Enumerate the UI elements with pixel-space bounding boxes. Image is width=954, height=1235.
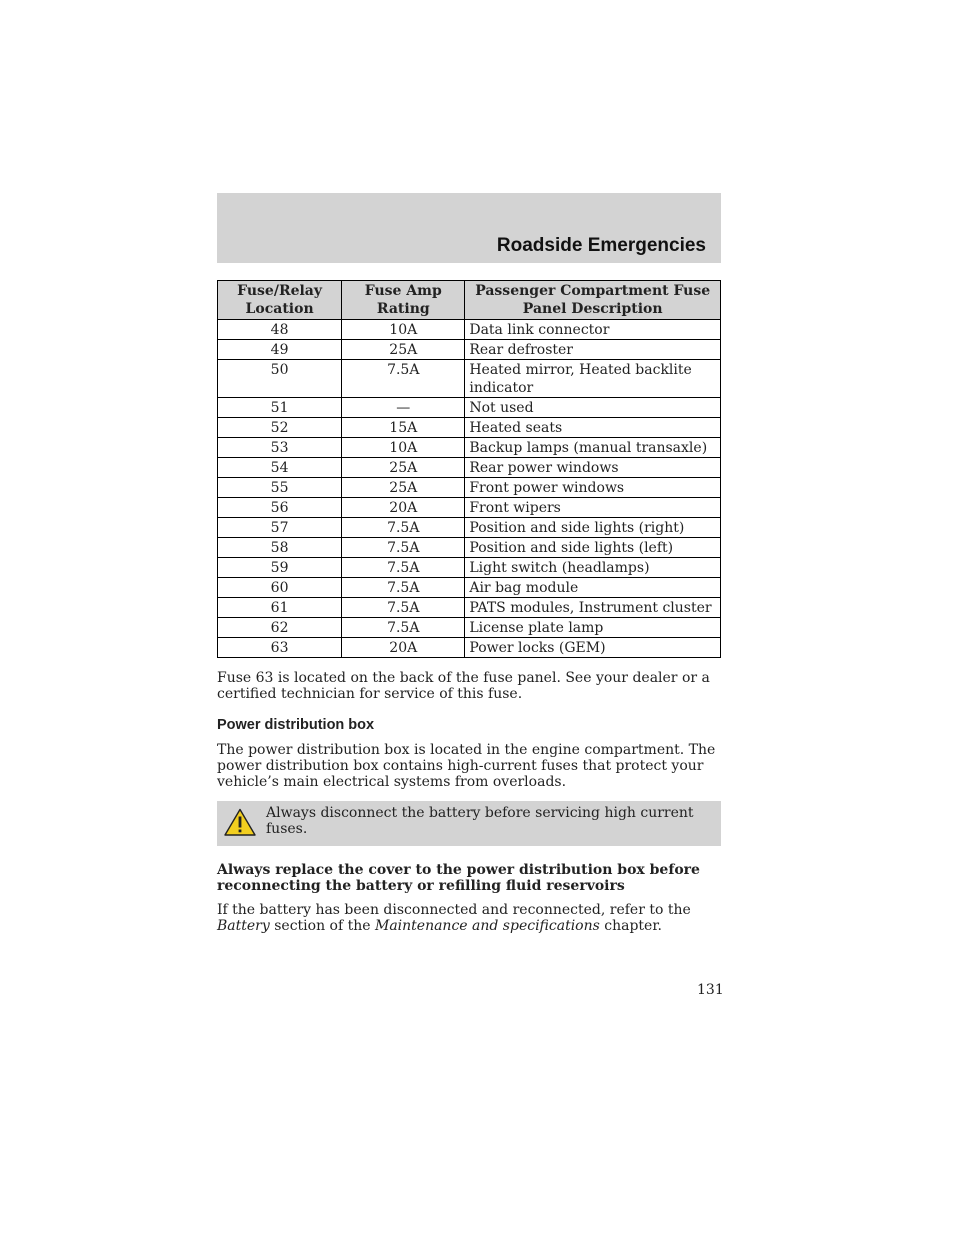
table-row	[218, 478, 721, 498]
cell-location: 60	[218, 578, 342, 598]
table-row	[218, 458, 721, 478]
cell-description: Heated seats	[465, 418, 721, 438]
cell-description: Data link connector	[465, 320, 721, 340]
cell-location: 55	[218, 478, 342, 498]
cell-description: Position and side lights (left)	[465, 538, 721, 558]
cell-rating: 25A	[342, 478, 465, 498]
table-row	[218, 418, 721, 438]
cell-rating: 7.5A	[342, 618, 465, 638]
cell-location: 52	[218, 418, 342, 438]
table-row	[218, 518, 721, 538]
cell-location: 62	[218, 618, 342, 638]
table-row	[218, 398, 721, 418]
header-location: Fuse/Relay Location	[218, 281, 342, 320]
table-header-row	[218, 281, 721, 320]
closing-paragraph: If the battery has been disconnected and reconnected, refer to the Battery section of the Maintenance and specifications chapter.	[217, 902, 691, 934]
cell-rating: 7.5A	[342, 538, 465, 558]
section-paragraph: The power distribution box is located in the engine compartment. The power distribution box contains high-current fuses that protect your vehicle’s main electrical systems from overloads.	[217, 742, 716, 790]
cell-description: Front wipers	[465, 498, 721, 518]
cell-description: Not used	[465, 398, 721, 418]
cell-location: 49	[218, 340, 342, 360]
table-row	[218, 638, 721, 658]
cell-description: License plate lamp	[465, 618, 721, 638]
cell-rating: 25A	[342, 340, 465, 360]
section-heading: Power distribution box	[217, 717, 375, 733]
cell-rating: —	[342, 398, 465, 418]
cell-rating: 20A	[342, 498, 465, 518]
cell-description: Power locks (GEM)	[465, 638, 721, 658]
table-row	[218, 578, 721, 598]
page-title: Roadside Emergencies	[496, 235, 706, 256]
cell-description: Front power windows	[465, 478, 721, 498]
table-row	[218, 320, 721, 340]
cell-description: Light switch (headlamps)	[465, 558, 721, 578]
table-row	[218, 340, 721, 360]
cell-description: Air bag module	[465, 578, 721, 598]
cell-location: 58	[218, 538, 342, 558]
table-row	[218, 618, 721, 638]
cell-description: Heated mirror, Heated backlite indicator	[465, 360, 721, 398]
table-row	[218, 558, 721, 578]
table-row	[218, 438, 721, 458]
cell-rating: 7.5A	[342, 598, 465, 618]
table-row	[218, 498, 721, 518]
cell-description: Rear defroster	[465, 340, 721, 360]
cell-location: 53	[218, 438, 342, 458]
battery-reference: Battery	[217, 918, 270, 934]
cell-location: 61	[218, 598, 342, 618]
table-row	[218, 598, 721, 618]
cover-instruction: Always replace the cover to the power distribution box before reconnecting the battery or refilling fluid reservoirs	[217, 862, 700, 894]
cell-location: 57	[218, 518, 342, 538]
cell-rating: 20A	[342, 638, 465, 658]
chapter-reference: Maintenance and specifications	[374, 918, 600, 934]
header-rating: Fuse Amp Rating	[342, 281, 465, 320]
fuse-table	[217, 280, 721, 658]
cell-description: PATS modules, Instrument cluster	[465, 598, 721, 618]
cell-rating: 7.5A	[342, 578, 465, 598]
cell-location: 59	[218, 558, 342, 578]
cell-description: Rear power windows	[465, 458, 721, 478]
cell-description: Backup lamps (manual transaxle)	[465, 438, 721, 458]
cell-rating: 10A	[342, 320, 465, 340]
cell-location: 63	[218, 638, 342, 658]
cell-location: 50	[218, 360, 342, 398]
fuse-note: Fuse 63 is located on the back of the fuse panel. See your dealer or a certified technician for service of this fuse.	[217, 670, 710, 702]
cell-location: 54	[218, 458, 342, 478]
table-row	[218, 360, 721, 398]
cell-location: 51	[218, 398, 342, 418]
cell-rating: 7.5A	[342, 518, 465, 538]
cell-rating: 15A	[342, 418, 465, 438]
table-row	[218, 538, 721, 558]
header-band	[217, 193, 721, 263]
warning-text: Always disconnect the battery before servicing high current fuses.	[266, 805, 694, 837]
cell-rating: 25A	[342, 458, 465, 478]
cell-rating: 10A	[342, 438, 465, 458]
table-body	[218, 320, 721, 658]
cell-description: Position and side lights (right)	[465, 518, 721, 538]
cell-location: 48	[218, 320, 342, 340]
warning-triangle-icon	[224, 808, 256, 836]
warning-box	[217, 801, 721, 846]
header-description: Passenger Compartment Fuse Panel Description	[465, 281, 721, 320]
cell-location: 56	[218, 498, 342, 518]
page-number: 131	[697, 982, 724, 998]
cell-rating: 7.5A	[342, 360, 465, 398]
cell-rating: 7.5A	[342, 558, 465, 578]
